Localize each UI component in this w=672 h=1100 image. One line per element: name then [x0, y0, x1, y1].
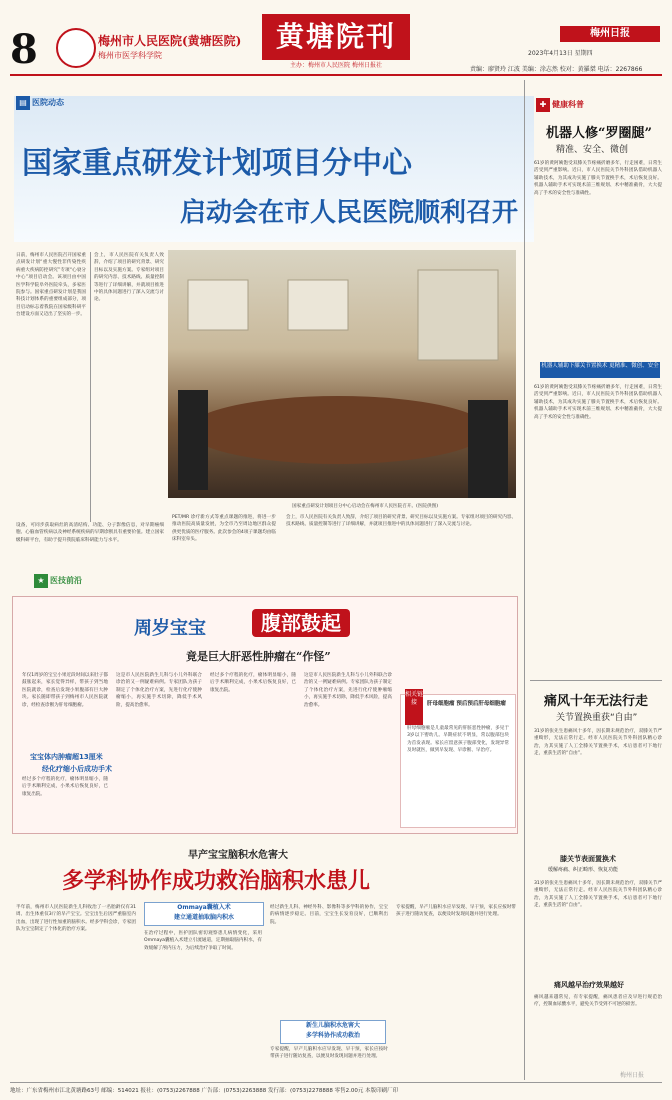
lead-body-col3: 设备，可同步获取病灶的高清结构、功能、分子影像信息，对早期癌细胞、心脑血管疾病以及神经系统疾病的早期诊断具有重要价值。建立国家级科研平台，有助于提升我院临床科研能力与水平。 — [16, 523, 164, 543]
bottom-body-col1: 半年前，梅州市人民医院新生儿科收治了一名胎龄仅有31周、出生体重仅3斤的早产宝宝。宝宝出生后因严重脑室内出血，出现了进行性加重的脑积水。经多学科会诊，专家团队为宝宝制定了个体化的治疗方案。 — [16, 905, 136, 933]
bottom-title-line1: 早产宝宝脑积水危害大 — [188, 850, 288, 861]
article1-body-cont: 61岁的黄阿姨饱受双膝关节疼痛折磨多年，行走困难，日常生活受到严重影响。近日，市人民医院关节外科团队借助机器人辅助技术，为其成功实施了膝关节置换手术，术后恢复良好。机器人辅助手术可实现术前三维规划、术中精准截骨，大大提高了手术的安全性与准确性。 — [534, 385, 662, 420]
bottom-inset-ommaya: Ommaya囊植入术 建立通道抽取脑内积水 — [144, 902, 264, 926]
article2-body-cont: 31岁的张先生患痛风十多年，因长期未规范治疗，双膝关节严重畸形，无法正常行走。经市人民医院关节外科团队精心诊治，为其实施了人工全膝关节置换手术，术后患者可下地行走，重获生活的“自由”。 — [534, 881, 662, 909]
feature-body-col4: 这是市人民医院新生儿科与小儿外科联合诊治的又一例疑难病例。专家团队为孩子制定了个体化治疗方案，先进行化疗使肿瘤缩小，再实施手术切除，降低手术风险，提高治愈率。 — [304, 673, 392, 708]
tech-tag-label: 医技前沿 — [50, 576, 82, 585]
feature-body-col1: 年仅1周岁的宝宝小果近段时间以来肚子都鼓胀起来，家长觉得异样，带孩子到当地医院就诊，检查后发现小果腹部有巨大肿块。家长随即带孩子到梅州市人民医院就诊，经检查诊断为肝母细胞瘤。 — [22, 673, 108, 708]
masthead-sub: 主办：梅州市人民医院 梅州日报社 — [290, 62, 382, 69]
article1-title: 机器人修“罗圈腿” — [546, 126, 652, 141]
article2-body2: 痛风越来越常见，有专家提醒，痛风患者应及早进行规范治疗，控制血尿酸水平，避免关节受到不可逆的损害。 — [534, 995, 662, 1008]
feature-body-col2: 这是市人民医院新生儿科与小儿外科联合诊治的又一例疑难病例。专家团队为孩子制定了个体化治疗方案，先进行化疗使肿瘤缩小，再实施手术切除，降低手术风险，提高治愈率。 — [116, 673, 202, 708]
section-tag-tech — [34, 574, 82, 588]
feature-body-col1b: 经过多个疗程的化疗，瘤体明显缩小，随后手术顺利完成，小果术后恢复良好，已康复出院。 — [22, 777, 108, 797]
feature-subhead1: 宝宝体内肿瘤超13厘米 — [30, 753, 103, 761]
article2-body: 31岁的张先生患痛风十多年，因长期未规范治疗，双膝关节严重畸形，无法正常行走。经市人民医院关节外科团队精心诊治，为其实施了人工全膝关节置换手术，术后患者可下地行走，重获生活的“自由”。 — [534, 729, 662, 757]
lead-body-col2: 会上，市人民医院有关负责人致辞，介绍了项目的研究背景、研究目标以及实施方案。专家组对项目的研究内容、技术路线、质量控制等进行了详细讲解，并就项目推进中的具体问题进行了深入交流与讨论。 — [94, 253, 164, 303]
column-divider — [90, 252, 91, 522]
article2-title: 痛风十年无法行走 — [544, 694, 649, 709]
feature-title-part1: 周岁宝宝 — [134, 618, 206, 639]
feature-title-highlight: 腹部鼓起 — [252, 609, 350, 637]
right-column-rule — [524, 80, 525, 1080]
page-number: 8 — [10, 26, 38, 73]
bottom-body-col3b: 专家提醒，早产儿脑积水应早发现、早干预，家长应按时带孩子进行随访复查，以便及时发现问题并进行处理。 — [270, 1047, 388, 1060]
newspaper-logo: 梅州日报 — [560, 26, 660, 42]
section-tag-label: 医院动态 — [32, 98, 64, 107]
health-icon: ✚ — [536, 98, 550, 112]
meeting-photo — [168, 250, 516, 498]
header-rule — [10, 74, 662, 76]
related-link-box — [400, 691, 516, 828]
feature-subtitle: 竟是巨大肝恶性肿瘤在“作怪” — [186, 650, 331, 663]
section-tag-news — [16, 96, 64, 110]
health-tag-label: 健康科普 — [552, 100, 584, 109]
watermark: 梅州日报 — [620, 1072, 645, 1079]
related-link-body: 肝母细胞瘤是儿童最常见的肝脏恶性肿瘤，多见于3岁以下婴幼儿。早期症状不明显，常以腹部包块为首发表现。家长应留意孩子腹部变化，发现异常及时就医，做到早发现、早诊断、早治疗。 — [407, 726, 509, 754]
issue-date: 2023年4月13日 星期四 — [528, 50, 593, 57]
related-link-tag: 相关链接 — [405, 689, 423, 725]
lead-title-line2: 启动会在市人民医院顺利召开 — [180, 198, 519, 228]
page-footer: 地址：广东省梅州市江北黄塘路63号 邮编：514021 报社：(0753)2267888 广告部：(0753)2263888 发行部：(0753)2278888 零售2.00元 本版印刷厂印 — [10, 1082, 662, 1094]
photo-caption: 国家重点研发计划项目分中心启动会在梅州市人民医院召开。(医院供图) — [292, 504, 438, 509]
bottom-body-col3: 经过新生儿科、神经外科、影像科等多学科的协作，宝宝的病情逐步稳定。目前，宝宝生长发育良好，已顺利出院。 — [270, 905, 388, 925]
hospital-logo-icon — [56, 28, 96, 68]
article2-band-title: 膝关节表面置换术 — [560, 855, 616, 863]
feature-subhead2: 经化疗缩小后成功手术 — [42, 765, 112, 773]
lead-body-col1: 日前，梅州市人民医院召开国家重点研发计划“重大慢性非传染性疾病重大疾病防控研究”专项“心衰分中心”项目启动会。该项目由中国医学科学院阜外医院牵头，多家医院参与。国家重点研发计划是我国科技计划体系的重要组成部分，项目启动标志着我院在国家级科研平台建设方面又迈出了坚实的一步。 — [16, 253, 86, 318]
section-icon: ▤ — [16, 96, 30, 110]
article1-body: 61岁的黄阿姨饱受双膝关节疼痛折磨多年，行走困难，日常生活受到严重影响。近日，市人民医院关节外科团队借助机器人辅助技术，为其成功实施了膝关节置换手术，术后恢复良好。机器人辅助手术可实现术前三维规划、术中精准截骨，大大提高了手术的安全性与准确性。 — [534, 161, 662, 196]
feature-body-col3: 经过多个疗程的化疗，瘤体明显缩小，随后手术顺利完成，小果术后恢复良好，已康复出院。 — [210, 673, 296, 693]
lead-body-col4: PET/MR 诊疗新方式等重点课题的推进，将进一步推动医院高质量发展，为全市乃至周边地区群众提供更优质的医疗服务。此次参会的4项子课题均由临床科室牵头。 — [172, 515, 276, 543]
right-divider — [530, 680, 662, 681]
bottom-title-line2: 多学科协作成功救治脑积水患儿 — [62, 868, 371, 894]
bottom-inset-hydro: 新生儿脑积水危害大 多学科协作成功救治 — [280, 1020, 386, 1044]
article2-subtitle: 关节置换重获“自由” — [556, 713, 638, 723]
bottom-body-col4: 专家提醒，早产儿脑积水应早发现、早干预，家长应按时带孩子进行随访复查，以便及时发现问题并进行处理。 — [396, 905, 516, 918]
hospital-subtitle: 梅州市医学科学院 — [98, 51, 162, 60]
editor-credits: 责编：廖贤玲 江波 美编：涂志然 校对：黄羅桀 电话：2267866 — [470, 66, 643, 73]
article1-band: 机器人辅助下膝关节置换术 更精准、微创、安全 — [540, 362, 660, 378]
related-link-title: 肝母细胞瘤 预后预后肝母细胞瘤 — [427, 701, 506, 707]
section-tag-health — [536, 98, 584, 112]
masthead: 黄塘院刊 — [262, 14, 410, 60]
article1-subtitle: 精准、安全、微创 — [556, 145, 629, 155]
article2-subhead: 痛风越早治疗效果越好 — [554, 981, 624, 989]
article2-band-sub: 缓解疼痛、纠正畸形、恢复功能 — [548, 867, 619, 873]
hospital-name: 梅州市人民医院(黄塘医院) — [98, 34, 242, 48]
tech-icon: ★ — [34, 574, 48, 588]
lead-body-col5: 会上，市人民医院有关负责人致辞，介绍了项目的研究背景、研究目标以及实施方案。专家组对项目的研究内容、技术路线、质量控制等进行了详细讲解，并就项目推进中的具体问题进行了深入交流与讨论。 — [286, 515, 516, 528]
lead-title-line1: 国家重点研发计划项目分中心 — [22, 146, 412, 181]
bottom-body-col2: 在治疗过程中，医护团队密切观察患儿病情变化，采用Ommaya囊植入术建立引流通道，定期抽取脑内积水，有效缓解了颅内压力，为后续治疗争取了时间。 — [144, 931, 262, 951]
